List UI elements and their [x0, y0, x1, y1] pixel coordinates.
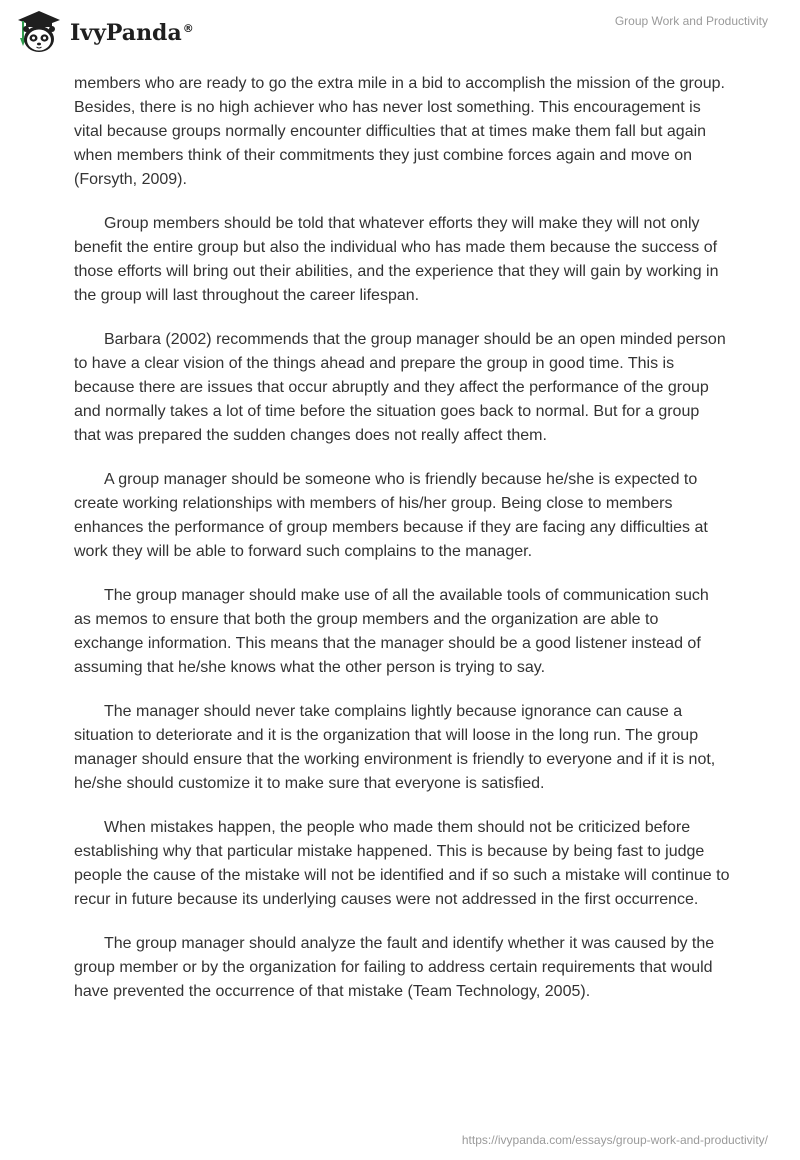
paragraph-1: members who are ready to go the extra mile in a bid to accomplish the mission of the group. Besides, there is no high achiever who has never lost something. This encouragement is vital because groups normally encounter difficulties that at times make them fall but again when members think of their commitments they just combine forces again and move on (Forsyth, 2009). [74, 75, 725, 188]
page-header [0, 0, 800, 64]
ivypanda-logo-link[interactable] [14, 8, 194, 56]
paragraph-6: The manager should never take complains lightly because ignorance can cause a situation to deteriorate and it is the organization that will loose in the long run. The group manager should ensure that the working environment is friendly to everyone and if it is not, he/she should customize it to make sure that everyone is satisfied. [74, 703, 716, 792]
paragraph-8: The group manager should analyze the fault and identify whether it was caused by the group member or by the organization for failing to address certain requirements that would have prevented the occurrence of that mistake (Team Technology, 2005). [74, 935, 715, 1000]
source-url-link[interactable]: https://ivypanda.com/essays/group-work-and-productivity/ [461, 1133, 768, 1147]
paragraph-2: Group members should be told that whatever efforts they will make they will not only benefit the entire group but also the individual who has made them because the success of those efforts will bring out their abilities, and the experience that they will gain by working in the group will last throughout the career lifespan. [74, 215, 719, 304]
panda-graduate-logo-icon [14, 8, 64, 56]
essay-content [74, 72, 730, 1024]
paragraph-7: When mistakes happen, the people who made them should not be criticized before establishing why that particular mistake happened. This is because by being fast to judge people the cause of the mistake will not be identified and if so such a mistake will continue to recur in future because its underlying causes were not addressed in the first occurrence. [74, 819, 730, 908]
brand-registered-mark: ® [182, 21, 194, 35]
paragraph-3: Barbara (2002) recommends that the group manager should be an open minded person to have a clear vision of the things ahead and prepare the group in good time. This is because there are issues that occur abruptly and they affect the performance of the group and normally takes a lot of time before the situation goes back to normal. But for a group that was prepared the sudden changes does not really affect them. [74, 331, 726, 444]
paragraph-4: A group manager should be someone who is friendly because he/she is expected to create working relationships with members of his/her group. Being close to members enhances the performance of group members because if they are facing any difficulties at work they will be able to forward such complains to the manager. [74, 471, 708, 560]
document-title: Group Work and Productivity [614, 14, 768, 28]
brand-name: IvyPanda® [70, 20, 194, 46]
paragraph-5: The group manager should make use of all the available tools of communication such as memos to ensure that both the group members and the organization are able to exchange information. This means that the manager should be a good listener instead of assuming that he/she knows what the other person is trying to say. [74, 587, 709, 676]
